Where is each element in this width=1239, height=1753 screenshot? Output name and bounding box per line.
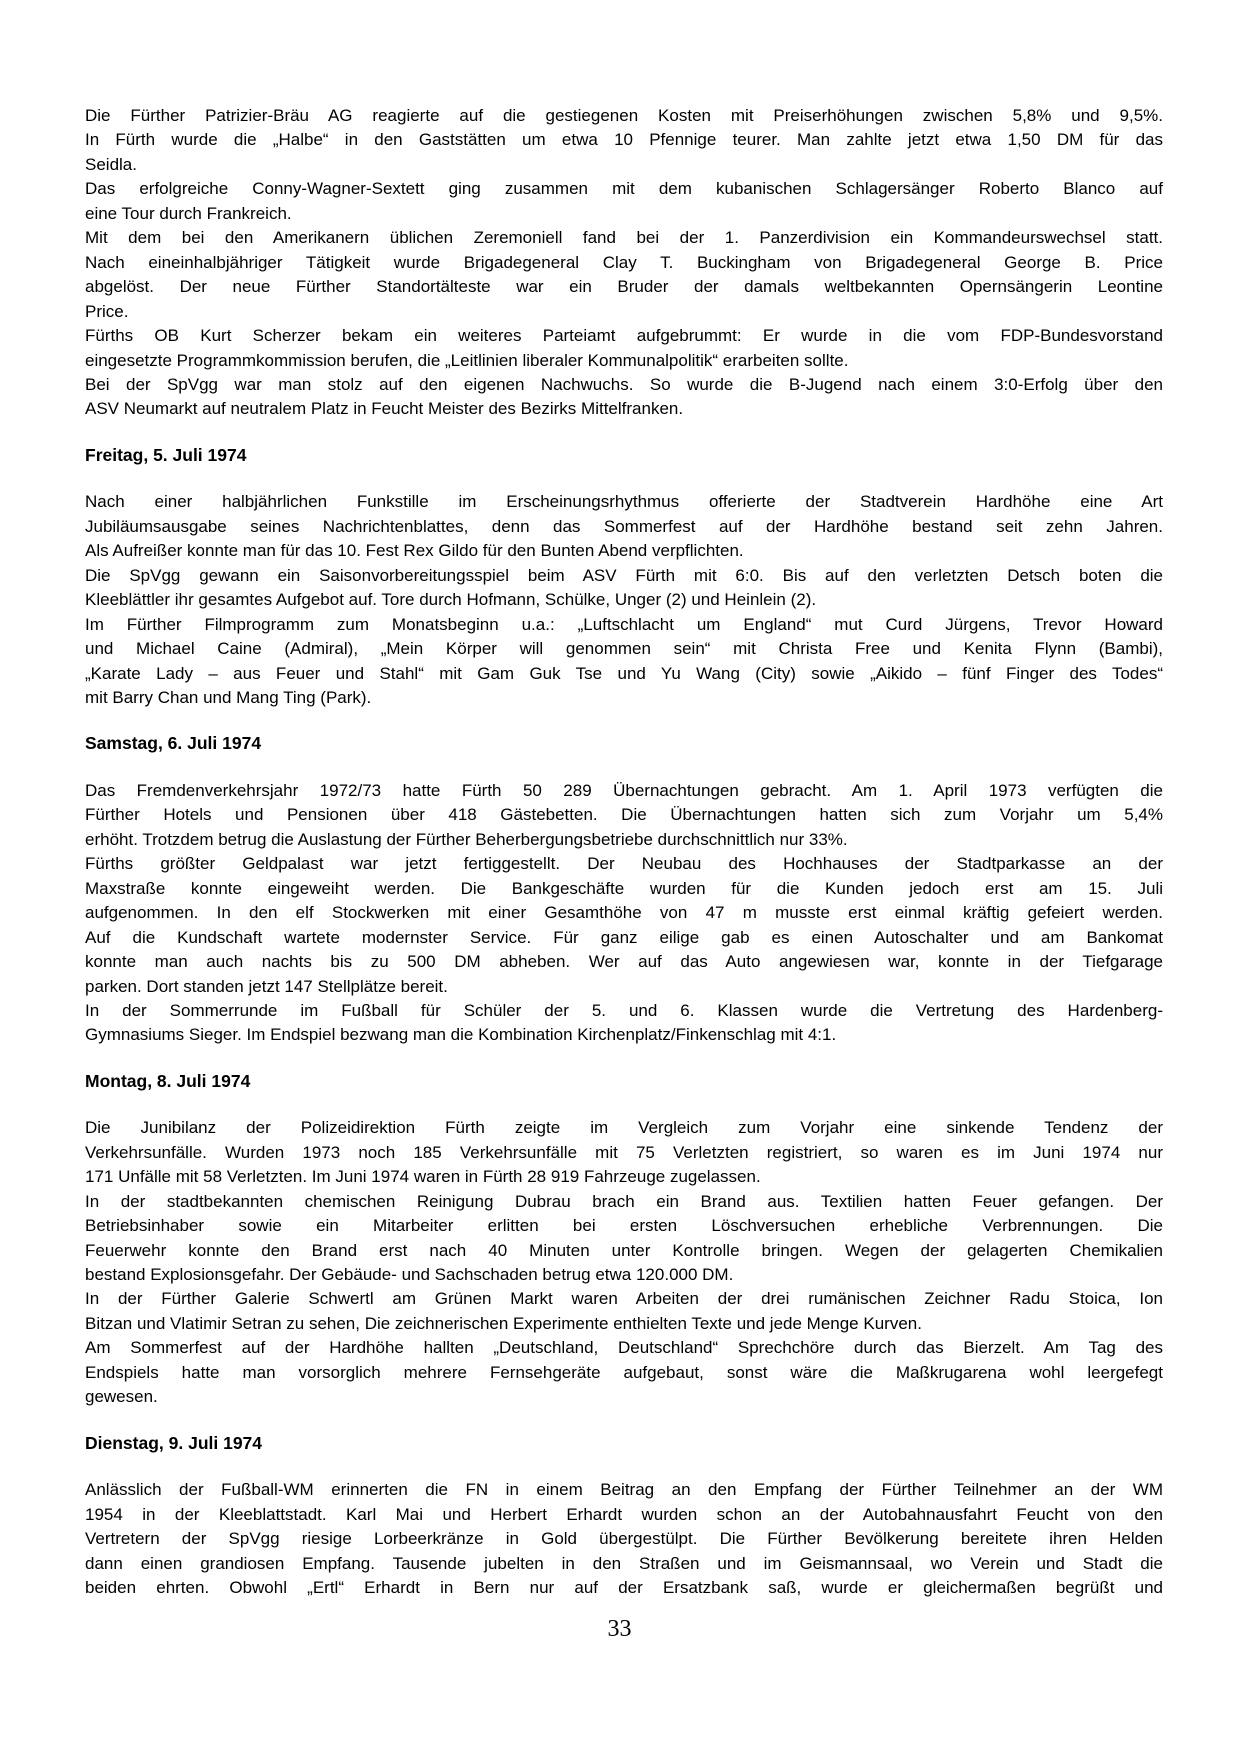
paragraph [85, 1478, 1163, 1600]
paragraph [85, 613, 1163, 711]
text-line: In der Fürther Galerie Schwertl am Grünen Markt waren Arbeiten der drei rumänischen Zeichner Radu Stoica, Ion [85, 1289, 1163, 1309]
paragraph [85, 564, 1163, 613]
text-line: Auf die Kundschaft wartete modernster Service. Für ganz eilige gab es einen Autoschalter und am Bankomat [85, 927, 1163, 947]
text-line: Nach eineinhalbjähriger Tätigkeit wurde Brigadegeneral Clay T. Buckingham von Brigadegeneral George B. Price [85, 252, 1163, 272]
text-line: Bei der SpVgg war man stolz auf den eigenen Nachwuchs. So wurde die B-Jugend nach einem 3:0-Erfolg über den [85, 374, 1163, 394]
text-line: Jubiläumsausgabe seines Nachrichtenblattes, denn das Sommerfest auf der Hardhöhe bestand seit zehn Jahren. [85, 516, 1163, 536]
text-line: Fürther Hotels und Pensionen über 418 Gästebetten. Die Übernachtungen hatten sich zum Vorjahr um 5,4% [85, 805, 1163, 825]
text-line: Maxstraße konnte eingeweiht werden. Die Bankgeschäfte wurden für die Kunden jedoch erst am 15. Juli [85, 878, 1163, 898]
text-line: Bitzan und Vlatimir Setran zu sehen, Die zeichnerischen Experimente enthielten Texte und jede Menge Kurven. [85, 1313, 922, 1333]
text-line: In Fürth wurde die „Halbe“ in den Gaststätten um etwa 10 Pfennige teurer. Man zahlte jetzt etwa 1,50 DM für das [85, 130, 1163, 150]
paragraph [85, 999, 1163, 1048]
text-line: Die SpVgg gewann ein Saisonvorbereitungsspiel beim ASV Fürth mit 6:0. Bis auf den verletzten Detsch boten die [85, 565, 1163, 585]
text-line: bestand Explosionsgefahr. Der Gebäude- und Sachschaden betrug etwa 120.000 DM. [85, 1265, 734, 1285]
section-heading: Montag, 8. Juli 1974 [85, 1070, 251, 1091]
paragraph [85, 324, 1163, 373]
text-line: Die Junibilanz der Polizeidirektion Fürth zeigte im Vergleich zum Vorjahr eine sinkende Tendenz der [85, 1118, 1163, 1138]
paragraph [85, 1190, 1163, 1288]
paragraph [85, 1287, 1163, 1336]
text-line: ASV Neumarkt auf neutralem Platz in Feucht Meister des Bezirks Mittelfranken. [85, 399, 684, 419]
paragraph [85, 490, 1163, 563]
text-line: Betriebsinhaber sowie ein Mitarbeiter erlitten bei ersten Löschversuchen erhebliche Verbrennungen. Die [85, 1216, 1163, 1236]
paragraph [85, 852, 1163, 999]
text-line: Die Fürther Patrizier-Bräu AG reagierte auf die gestiegenen Kosten mit Preiserhöhungen zwischen 5,8% und 9,5%. [85, 106, 1163, 125]
section-heading: Samstag, 6. Juli 1974 [85, 733, 262, 754]
text-line: 171 Unfälle mit 58 Verletzten. Im Juni 1974 waren in Fürth 28 919 Fahrzeuge zugelassen. [85, 1167, 761, 1187]
text-line: konnte man auch nachts bis zu 500 DM abheben. Wer auf das Auto angewiesen war, konnte in der Tiefgarage [85, 952, 1163, 972]
text-line: Anlässlich der Fußball-WM erinnerten die FN in einem Beitrag an den Empfang der Fürther Teilnehmer an der WM [85, 1480, 1163, 1500]
text-line: Das erfolgreiche Conny-Wagner-Sextett ging zusammen mit dem kubanischen Schlagersänger Roberto Blanco auf [85, 179, 1163, 199]
text-line: erhöht. Trotzdem betrug die Auslastung der Fürther Beherbergungsbetriebe durchschnittlich nur 33%. [85, 829, 848, 849]
text-line: Gymnasiums Sieger. Im Endspiel bezwang man die Kombination Kirchenplatz/Finkenschlag mit 4:1. [85, 1025, 837, 1045]
paragraph [85, 373, 1163, 422]
section-heading: Dienstag, 9. Juli 1974 [85, 1432, 263, 1453]
paragraph [85, 1336, 1163, 1409]
page-number: 33 [607, 1616, 632, 1642]
paragraph [85, 779, 1163, 852]
text-line: Das Fremdenverkehrsjahr 1972/73 hatte Fürth 50 289 Übernachtungen gebracht. Am 1. April 1973 verfügten die [85, 780, 1163, 800]
text-line: dann einen grandiosen Empfang. Tausende jubelten in den Straßen und im Geismannsaal, wo Verein und Stadt die [85, 1553, 1163, 1573]
text-line: gewesen. [85, 1387, 158, 1407]
text-line: aufgenommen. In den elf Stockwerken mit einer Gesamthöhe von 47 m musste erst einmal kräftig gefeiert werden. [85, 903, 1163, 923]
text-line: 1954 in der Kleeblattstadt. Karl Mai und Herbert Erhardt wurden schon an der Autobahnausfahrt Feucht von den [85, 1504, 1163, 1524]
text-line: Vertretern der SpVgg riesige Lorbeerkränze in Gold übergestülpt. Die Fürther Bevölkerung bereitete ihren Helden [85, 1529, 1163, 1549]
text-line: In der Sommerrunde im Fußball für Schüler der 5. und 6. Klassen wurde die Vertretung des Hardenberg- [85, 1000, 1163, 1020]
text-line: Kleeblättler ihr gesamtes Aufgebot auf. Tore durch Hofmann, Schülke, Unger (2) und Heinlein (2). [85, 590, 817, 610]
text-line: Endspiels hatte man vorsorglich mehrere Fernsehgeräte aufgebaut, sonst wäre die Maßkrugarena wohl leergefegt [85, 1362, 1163, 1382]
text-line: Im Fürther Filmprogramm zum Monatsbeginn u.a.: „Luftschlacht um England“ mut Curd Jürgens, Trevor Howard [85, 614, 1163, 634]
text-line: Mit dem bei den Amerikanern üblichen Zeremoniell fand bei der 1. Panzerdivision ein Kommandeurswechsel statt. [85, 228, 1163, 248]
text-line: beiden ehrten. Obwohl „Ertl“ Erhardt in Bern nur auf der Ersatzbank saß, wurde er gleichermaßen begrüßt und [85, 1578, 1163, 1598]
text-line: eine Tour durch Frankreich. [85, 203, 292, 223]
text-line: Seidla. [85, 154, 137, 174]
text-line: Fürths OB Kurt Scherzer bekam ein weiteres Parteiamt aufgebrummt: Er wurde in die vom FDP-Bundesvorstand [85, 326, 1163, 346]
text-line: Verkehrsunfälle. Wurden 1973 noch 185 Verkehrsunfälle mit 75 Verletzten registriert, so waren es im Juni 1974 nur [85, 1142, 1163, 1162]
paragraph [85, 226, 1163, 324]
text-line: und Michael Caine (Admiral), „Mein Körper will genommen sein“ mit Christa Free und Kenita Flynn (Bambi), [85, 639, 1163, 659]
text-line: Price. [85, 301, 129, 321]
text-line: „Karate Lady – aus Feuer und Stahl“ mit Gam Guk Tse und Yu Wang (City) sowie „Aikido – fünf Finger des Todes“ [85, 663, 1163, 683]
text-line: abgelöst. Der neue Fürther Standortälteste war ein Bruder der damals weltbekannten Opernsängerin Leontine [85, 277, 1163, 297]
text-line: In der stadtbekannten chemischen Reinigung Dubrau brach ein Brand aus. Textilien hatten Feuer gefangen. Der [85, 1191, 1163, 1211]
paragraph [85, 104, 1163, 177]
document-content [85, 104, 1163, 1600]
text-line: Als Aufreißer konnte man für das 10. Fest Rex Gildo für den Bunten Abend verpflichten. [85, 541, 744, 561]
text-line: parken. Dort standen jetzt 147 Stellplätze bereit. [85, 976, 448, 996]
text-line: eingesetzte Programmkommission berufen, die „Leitlinien liberaler Kommunalpolitik“ erarbeiten sollte. [85, 350, 849, 370]
paragraph [85, 1116, 1163, 1189]
section-heading: Freitag, 5. Juli 1974 [85, 444, 247, 465]
text-line: Feuerwehr konnte den Brand erst nach 40 Minuten unter Kontrolle bringen. Wegen der gelagerten Chemikalien [85, 1240, 1163, 1260]
text-line: Fürths größter Geldpalast war jetzt fertiggestellt. Der Neubau des Hochhauses der Stadtparkasse an der [85, 854, 1163, 874]
paragraph [85, 177, 1163, 226]
text-line: Nach einer halbjährlichen Funkstille im Erscheinungsrhythmus offerierte der Stadtverein Hardhöhe eine Art [85, 492, 1163, 512]
text-line: Am Sommerfest auf der Hardhöhe hallten „Deutschland, Deutschland“ Sprechchöre durch das Bierzelt. Am Tag des [85, 1338, 1163, 1358]
text-line: mit Barry Chan und Mang Ting (Park). [85, 687, 372, 707]
